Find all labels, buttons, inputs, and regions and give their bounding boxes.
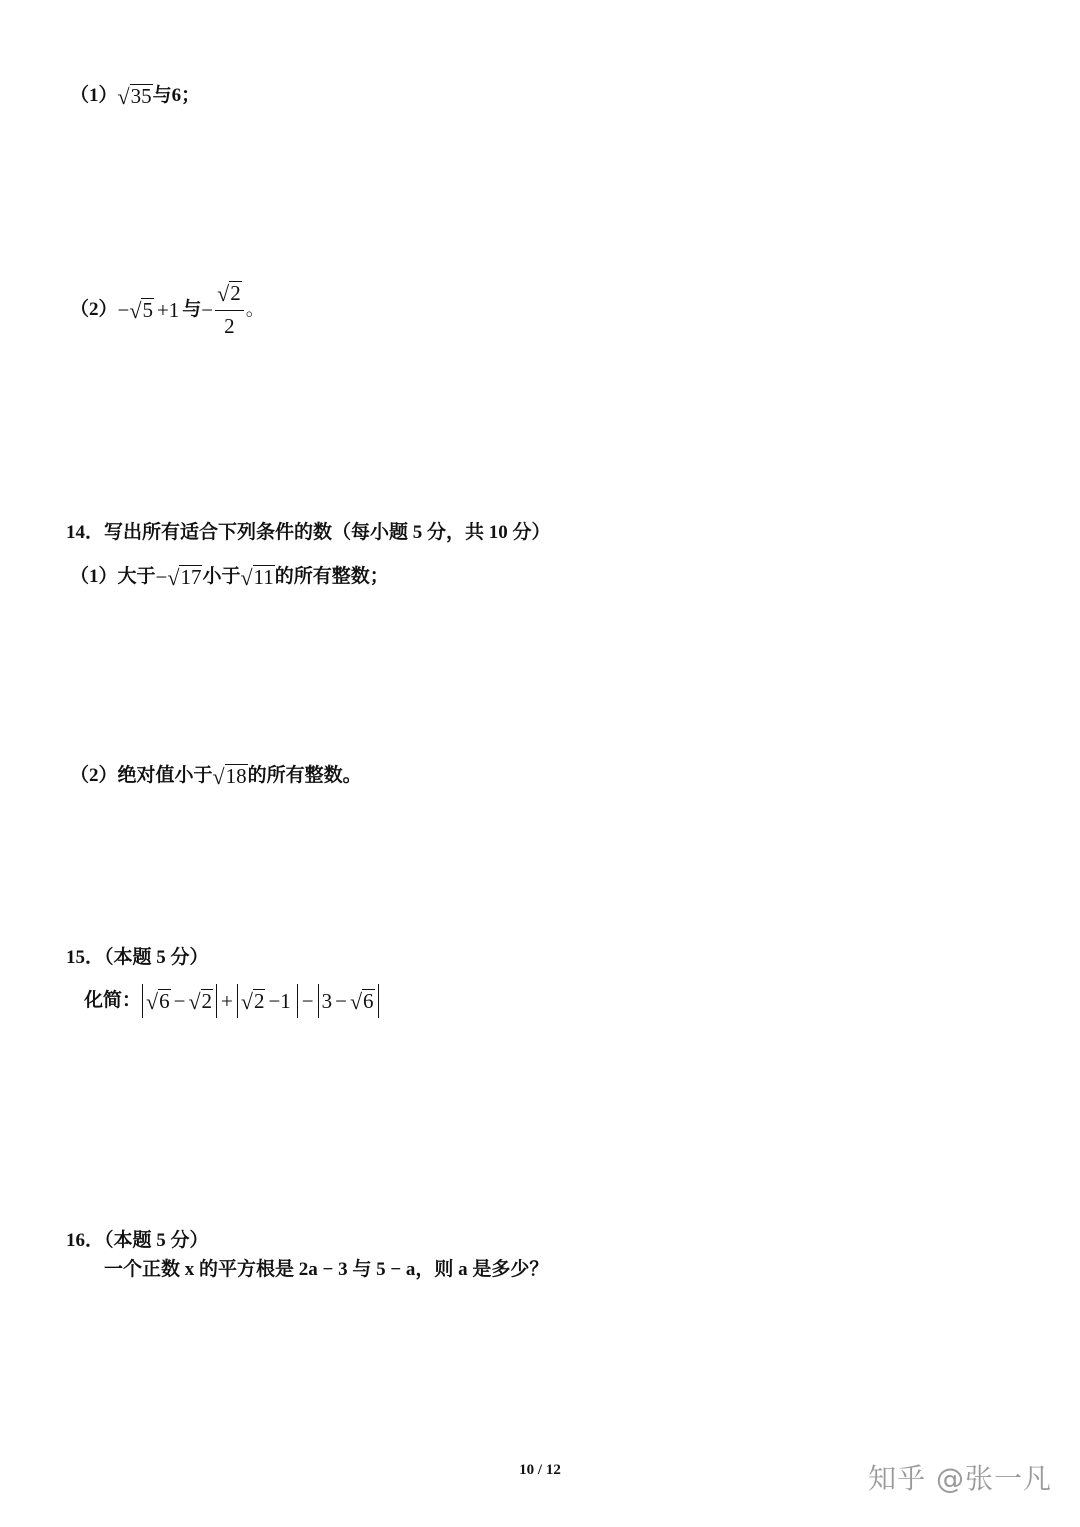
radical-sign: √ xyxy=(167,565,180,591)
sqrt xyxy=(118,84,153,108)
absolute-value xyxy=(142,984,217,1018)
absolute-value xyxy=(237,984,298,1018)
connector-text: 与 xyxy=(152,85,172,106)
radical-sign: √ xyxy=(212,764,225,790)
sqrt xyxy=(188,989,213,1013)
radical-sign: √ xyxy=(129,298,142,324)
radicand: 2 xyxy=(230,280,241,305)
sqrt xyxy=(129,298,154,322)
radicand: 2 xyxy=(201,988,213,1013)
number: 3 xyxy=(321,989,333,1013)
radical-sign: √ xyxy=(240,565,253,591)
operator: −1 xyxy=(268,989,291,1013)
radicand: 2 xyxy=(253,988,265,1013)
sqrt xyxy=(240,565,274,589)
question-text: 一个正数 x 的平方根是 2a − 3 与 5 − a，则 a 是多少？ xyxy=(104,1259,549,1280)
math-expression xyxy=(118,84,153,108)
tail-text: 。 xyxy=(245,299,265,320)
q14-part1 xyxy=(70,563,389,591)
math-expression xyxy=(240,565,274,589)
q13-part1 xyxy=(70,82,200,110)
operator: − xyxy=(173,989,186,1013)
q16-body xyxy=(104,1256,548,1284)
instruction-text: 化简： xyxy=(84,990,142,1011)
part-label: （1） xyxy=(70,85,118,106)
part-label: （2） xyxy=(70,299,118,320)
radical-sign: √ xyxy=(117,84,130,110)
sqrt xyxy=(167,565,202,589)
connector-text: 与 xyxy=(182,299,202,320)
operator: − xyxy=(301,989,314,1013)
radical-sign: √ xyxy=(240,989,253,1015)
q14-part2 xyxy=(70,762,362,790)
math-expression xyxy=(213,764,248,788)
math-expression xyxy=(141,984,380,1018)
minus-sign: − xyxy=(117,298,130,322)
radicand: 6 xyxy=(159,988,170,1013)
radicand: 18 xyxy=(225,763,247,788)
q16-title xyxy=(66,1227,209,1255)
sqrt xyxy=(213,764,248,788)
q14-title xyxy=(66,519,551,547)
sqrt xyxy=(217,281,242,305)
tail-text: 6； xyxy=(171,85,201,106)
fraction xyxy=(215,280,244,340)
question-heading: 14．写出所有适合下列条件的数（每小题 5 分，共 10 分） xyxy=(66,522,551,543)
radical-sign: √ xyxy=(217,281,230,306)
q13-part2 xyxy=(70,280,265,340)
operator: − xyxy=(335,989,347,1013)
plus-one: +1 xyxy=(156,298,180,322)
radical-sign: √ xyxy=(188,989,201,1015)
radicand: 5 xyxy=(142,297,153,322)
math-expression xyxy=(118,296,183,324)
minus-sign: − xyxy=(155,565,168,589)
tail-text: 的所有整数； xyxy=(274,566,389,587)
question-heading: 15．（本题 5 分） xyxy=(66,947,209,968)
q15-title xyxy=(66,944,209,972)
watermark: 知乎 @张一凡 xyxy=(868,1462,1052,1495)
sqrt xyxy=(146,989,171,1013)
part-label: （2）绝对值小于 xyxy=(70,765,213,786)
operator: + xyxy=(221,989,233,1013)
math-expression xyxy=(156,563,203,591)
radicand: 6 xyxy=(363,988,374,1013)
radical-sign: √ xyxy=(146,989,159,1015)
absolute-value xyxy=(318,984,379,1018)
connector-text: 小于 xyxy=(202,566,241,587)
page-number: 10 / 12 xyxy=(519,1462,561,1478)
question-heading: 16．（本题 5 分） xyxy=(66,1230,209,1251)
radicand: 17 xyxy=(180,564,202,589)
radicand: 35 xyxy=(130,83,152,108)
fraction-denominator: 2 xyxy=(224,314,235,338)
tail-text: 的所有整数。 xyxy=(247,765,362,786)
radical-sign: √ xyxy=(349,989,363,1015)
sqrt xyxy=(350,989,375,1013)
q15-expression xyxy=(84,984,380,1018)
math-expression xyxy=(201,280,245,340)
sqrt xyxy=(241,989,266,1013)
part-label: （1）大于 xyxy=(70,566,156,587)
minus-sign: − xyxy=(201,298,214,322)
radicand: 11 xyxy=(253,564,274,589)
fraction-numerator xyxy=(215,280,244,311)
